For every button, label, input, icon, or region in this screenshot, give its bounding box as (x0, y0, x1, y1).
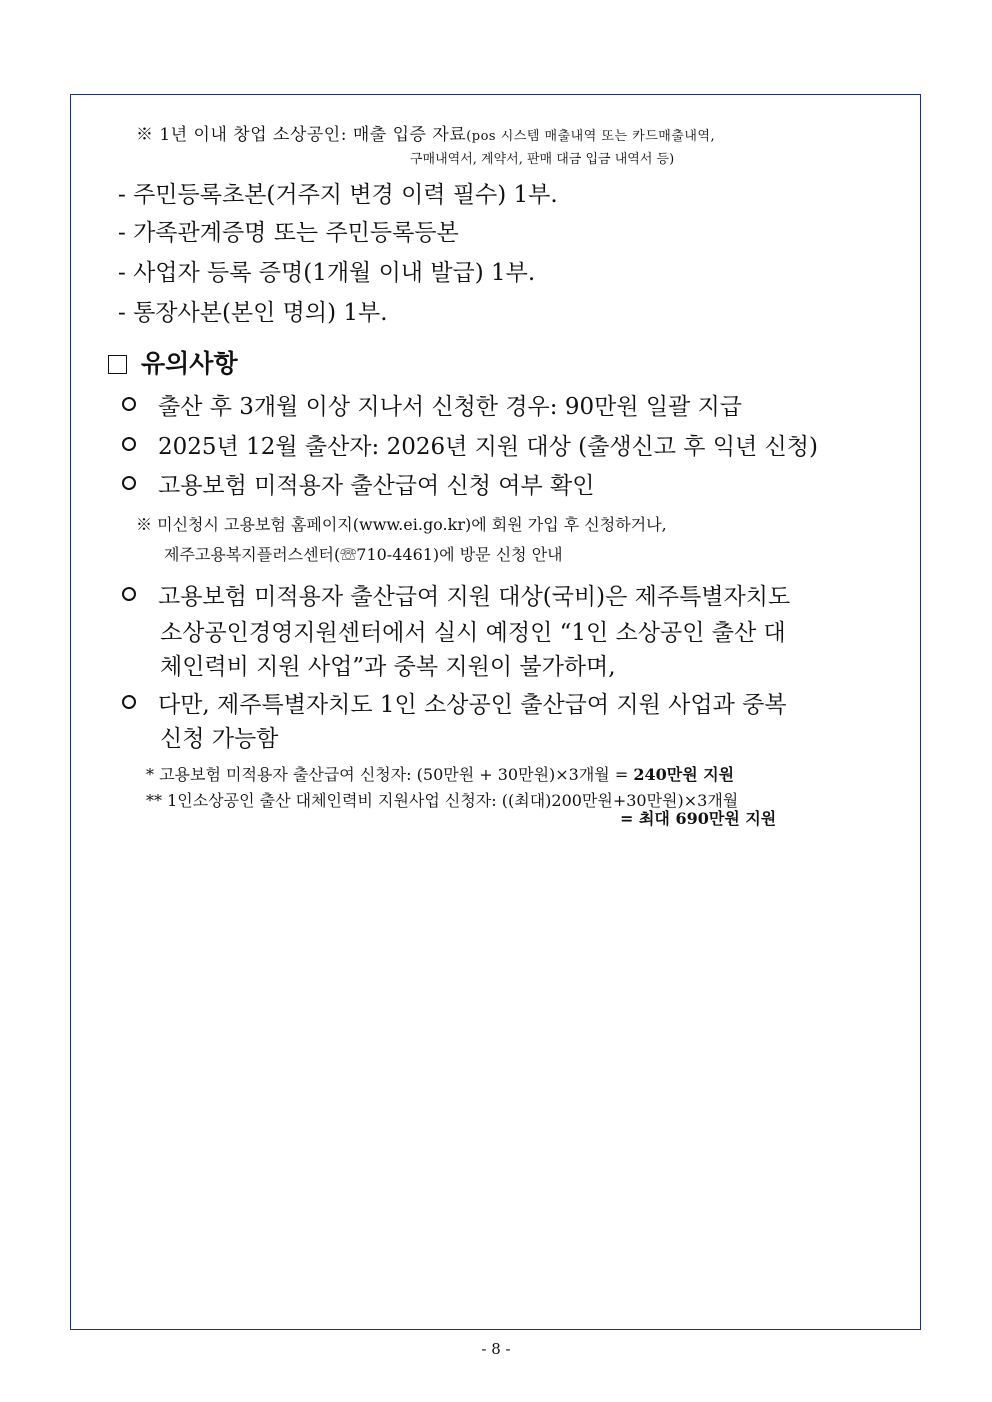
caution-continuation: 신청 가능함 (160, 726, 279, 752)
caution-item (122, 467, 594, 500)
section-title: 유의사항 (141, 349, 238, 378)
reference-mark: ※ (136, 125, 154, 145)
circle-bullet-icon (122, 437, 136, 451)
circle-bullet-icon (122, 476, 136, 490)
section-heading (108, 344, 238, 380)
caution-item (122, 428, 818, 461)
caution-item (122, 388, 742, 421)
document-item: - 가족관계증명 또는 주민등록등본 (118, 220, 459, 246)
footnote-1-amount: 240만원 지원 (633, 765, 735, 784)
caution-item (122, 686, 787, 719)
document-item: - 통장사본(본인 명의) 1부. (118, 300, 388, 326)
caution-continuation: 체인력비 지원 사업”과 중복 지원이 불가하며, (160, 654, 616, 680)
caution-text: 출산 후 3개월 이상 지나서 신청한 경우: 90만원 일괄 지급 (158, 394, 743, 420)
page-number: - 8 - (481, 1340, 511, 1358)
footnote-2: ** 1인소상공인 출산 대체인력비 지원사업 신청자: ((최대)200만원+30만원)×3개월 (146, 791, 739, 810)
startup-note-detail: (pos 시스템 매출내역 또는 카드매출내역, (466, 129, 716, 144)
document-item: - 주민등록초본(거주지 변경 이력 필수) 1부. (118, 182, 558, 208)
application-note-line2: 제주고용복지플러스센터(☏710-4461)에 방문 신청 안내 (164, 545, 563, 564)
caution-text: 2025년 12월 출산자: 2026년 지원 대상 (출생신고 후 익년 신청) (158, 434, 818, 460)
caution-continuation: 소상공인경영지원센터에서 실시 예정인 “1인 소상공인 출산 대 (160, 620, 786, 646)
footnote-2-amount: = 최대 690만원 지원 (620, 809, 777, 828)
startup-note (136, 120, 715, 145)
startup-note-detail-2: 구매내역서, 계약서, 판매 대금 입금 내역서 등) (410, 152, 675, 167)
caution-text: 고용보험 미적용자 출산급여 신청 여부 확인 (158, 473, 595, 499)
document-item: - 사업자 등록 증명(1개월 이내 발급) 1부. (118, 260, 536, 286)
circle-bullet-icon (122, 695, 136, 709)
reference-mark: ※ (136, 515, 153, 534)
application-note (136, 512, 667, 535)
circle-bullet-icon (122, 587, 136, 601)
caution-text: 고용보험 미적용자 출산급여 지원 대상(국비)은 제주특별자치도 (158, 584, 791, 610)
startup-note-text: 1년 이내 창업 소상공인: 매출 입증 자료 (159, 125, 467, 145)
caution-text: 다만, 제주특별자치도 1인 소상공인 출산급여 지원 사업과 중복 (158, 692, 787, 718)
circle-bullet-icon (122, 397, 136, 411)
caution-item (122, 578, 790, 611)
footnote-1 (146, 762, 734, 785)
footnote-1-text: * 고용보험 미적용자 출산급여 신청자: (50만원 + 30만원)×3개월 = (146, 765, 634, 784)
application-note-line1: 미신청시 고용보험 홈페이지(www.ei.go.kr)에 회원 가입 후 신청하거나, (157, 515, 667, 534)
checkbox-square-icon (108, 355, 127, 374)
